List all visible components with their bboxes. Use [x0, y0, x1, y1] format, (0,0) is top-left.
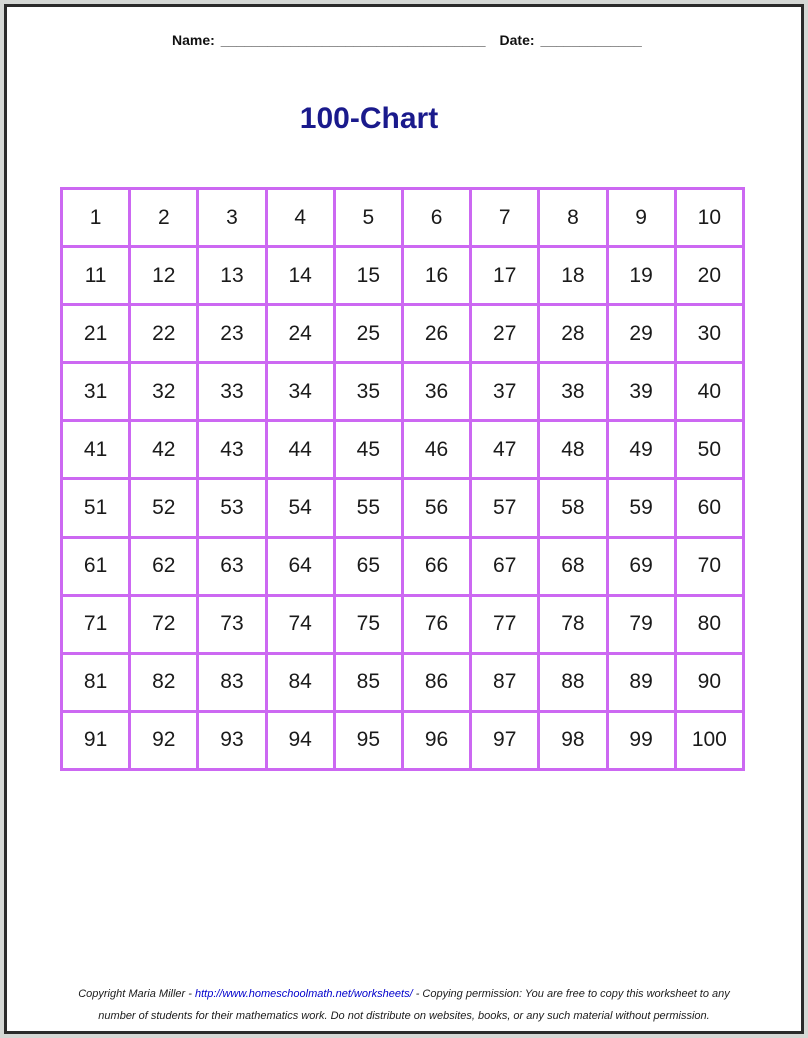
grid-cell: 75 [334, 595, 402, 653]
grid-row [62, 421, 744, 479]
grid-cell: 81 [62, 653, 130, 711]
grid-cell: 91 [62, 711, 130, 769]
grid-cell: 26 [402, 305, 470, 363]
grid-cell: 14 [266, 247, 334, 305]
grid-cell: 30 [675, 305, 743, 363]
grid-cell: 12 [130, 247, 198, 305]
name-blank-line: __________________________________ [220, 32, 486, 48]
grid-cell: 96 [402, 711, 470, 769]
grid-cell: 21 [62, 305, 130, 363]
grid-cell: 74 [266, 595, 334, 653]
grid-cell: 16 [402, 247, 470, 305]
grid-cell: 66 [402, 537, 470, 595]
grid-cell: 46 [402, 421, 470, 479]
grid-cell: 49 [607, 421, 675, 479]
grid-cell: 38 [539, 363, 607, 421]
grid-cell: 60 [675, 479, 743, 537]
grid-cell: 63 [198, 537, 266, 595]
grid-row [62, 595, 744, 653]
grid-row [62, 189, 744, 247]
grid-cell: 99 [607, 711, 675, 769]
grid-cell: 83 [198, 653, 266, 711]
grid-cell: 58 [539, 479, 607, 537]
grid-row [62, 537, 744, 595]
footer-line-1 [7, 983, 801, 1005]
grid-row [62, 247, 744, 305]
grid-cell: 41 [62, 421, 130, 479]
grid-cell: 48 [539, 421, 607, 479]
grid-cell: 45 [334, 421, 402, 479]
page-title: 100-Chart [299, 102, 439, 135]
grid-cell: 37 [471, 363, 539, 421]
grid-cell: 8 [539, 189, 607, 247]
grid-cell: 2 [130, 189, 198, 247]
grid-cell: 1 [62, 189, 130, 247]
grid-cell: 39 [607, 363, 675, 421]
grid-cell: 7 [471, 189, 539, 247]
grid-row [62, 711, 744, 769]
grid-cell: 29 [607, 305, 675, 363]
grid-cell: 20 [675, 247, 743, 305]
grid-cell: 25 [334, 305, 402, 363]
worksheet-page [4, 4, 804, 1034]
grid-cell: 11 [62, 247, 130, 305]
grid-cell: 76 [402, 595, 470, 653]
date-blank-line: _____________ [540, 32, 642, 48]
hundred-chart-body [62, 189, 744, 770]
grid-cell: 35 [334, 363, 402, 421]
grid-cell: 79 [607, 595, 675, 653]
grid-cell: 61 [62, 537, 130, 595]
grid-cell: 87 [471, 653, 539, 711]
grid-cell: 52 [130, 479, 198, 537]
name-date-header [172, 32, 642, 48]
grid-cell: 82 [130, 653, 198, 711]
grid-cell: 92 [130, 711, 198, 769]
grid-cell: 51 [62, 479, 130, 537]
grid-cell: 42 [130, 421, 198, 479]
grid-cell: 32 [130, 363, 198, 421]
grid-cell: 43 [198, 421, 266, 479]
grid-row [62, 305, 744, 363]
grid-cell: 64 [266, 537, 334, 595]
date-label: Date: [499, 32, 535, 48]
grid-cell: 71 [62, 595, 130, 653]
grid-cell: 6 [402, 189, 470, 247]
grid-cell: 22 [130, 305, 198, 363]
grid-row [62, 479, 744, 537]
copyright-footer [7, 983, 801, 1027]
grid-cell: 10 [675, 189, 743, 247]
grid-cell: 93 [198, 711, 266, 769]
grid-cell: 34 [266, 363, 334, 421]
grid-cell: 36 [402, 363, 470, 421]
grid-cell: 54 [266, 479, 334, 537]
grid-cell: 70 [675, 537, 743, 595]
grid-cell: 33 [198, 363, 266, 421]
grid-cell: 3 [198, 189, 266, 247]
grid-cell: 73 [198, 595, 266, 653]
grid-cell: 90 [675, 653, 743, 711]
grid-cell: 18 [539, 247, 607, 305]
grid-cell: 27 [471, 305, 539, 363]
grid-cell: 95 [334, 711, 402, 769]
grid-cell: 15 [334, 247, 402, 305]
grid-cell: 31 [62, 363, 130, 421]
grid-cell: 4 [266, 189, 334, 247]
grid-cell: 9 [607, 189, 675, 247]
grid-cell: 5 [334, 189, 402, 247]
grid-cell: 44 [266, 421, 334, 479]
grid-cell: 17 [471, 247, 539, 305]
grid-row [62, 363, 744, 421]
grid-cell: 53 [198, 479, 266, 537]
grid-cell: 40 [675, 363, 743, 421]
grid-cell: 28 [539, 305, 607, 363]
grid-cell: 65 [334, 537, 402, 595]
grid-cell: 80 [675, 595, 743, 653]
footer-line-2: number of students for their mathematics work. Do not distribute on websites, books, or any such material without permission. [98, 1010, 710, 1022]
copyright-text: Copyright Maria Miller - [78, 988, 195, 1000]
grid-cell: 57 [471, 479, 539, 537]
grid-cell: 19 [607, 247, 675, 305]
copying-permission-text: - Copying permission: You are free to copy this worksheet to any [412, 988, 730, 1000]
grid-cell: 55 [334, 479, 402, 537]
grid-cell: 89 [607, 653, 675, 711]
homeschoolmath-link[interactable]: http://www.homeschoolmath.net/worksheets/ [194, 988, 413, 1000]
grid-cell: 84 [266, 653, 334, 711]
grid-cell: 47 [471, 421, 539, 479]
grid-cell: 77 [471, 595, 539, 653]
grid-cell: 78 [539, 595, 607, 653]
grid-cell: 23 [198, 305, 266, 363]
name-label: Name: [172, 32, 215, 48]
grid-cell: 68 [539, 537, 607, 595]
grid-cell: 86 [402, 653, 470, 711]
grid-cell: 62 [130, 537, 198, 595]
grid-cell: 67 [471, 537, 539, 595]
grid-cell: 69 [607, 537, 675, 595]
grid-cell: 88 [539, 653, 607, 711]
grid-cell: 24 [266, 305, 334, 363]
hundred-chart-table [60, 187, 745, 771]
grid-cell: 50 [675, 421, 743, 479]
grid-cell: 72 [130, 595, 198, 653]
grid-row [62, 653, 744, 711]
grid-cell: 94 [266, 711, 334, 769]
grid-cell: 98 [539, 711, 607, 769]
grid-cell: 56 [402, 479, 470, 537]
grid-cell: 13 [198, 247, 266, 305]
grid-cell: 97 [471, 711, 539, 769]
grid-cell: 100 [675, 711, 743, 769]
grid-cell: 59 [607, 479, 675, 537]
grid-cell: 85 [334, 653, 402, 711]
